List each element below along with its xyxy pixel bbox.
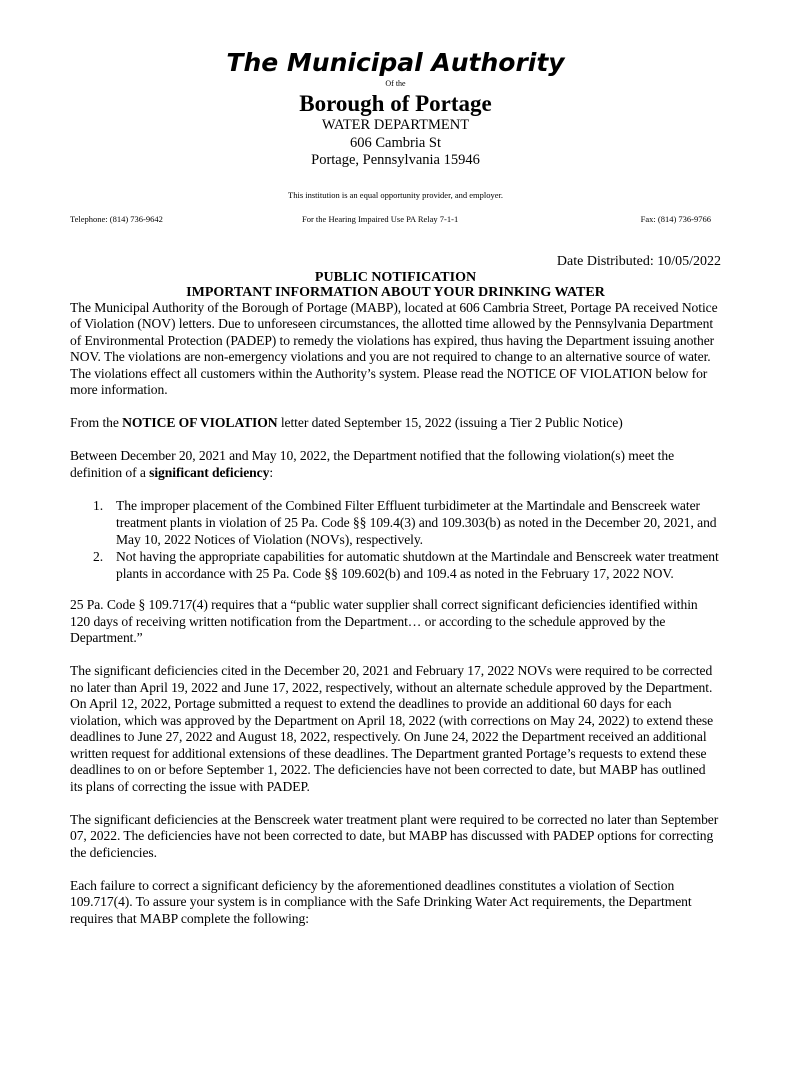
of-the-label: Of the bbox=[385, 79, 406, 88]
notice-title: PUBLIC NOTIFICATION bbox=[314, 269, 477, 285]
from-notice-post: letter dated September 15, 2022 (issuing a Tier 2 Public Notice) bbox=[277, 415, 623, 430]
deficiencies-cited-paragraph: The significant deficiencies cited in the December 20, 2021 and February 17, 2022 NOVs were required to be corrected no later than April 19, 2022 and June 17, 2022, respectively, without an alternate schedule approved by the Department. On April 12, 2022, Portage submitted a request to extend the deadlines to provide an additional 60 days for each violation, which was approved by the Department on April 18, 2022 (with corrections on May 24, 2022) to extend these deadlines to June 27, 2022 and August 18, 2022, respectively. On June 24, 2022 the Department received an additional written request for additional extensions of these deadlines. The Department granted Portage’s requests to extend these deadlines to on or before September 1, 2022. The deficiencies have not been corrected to date, but MABP has outlined its plans of correcting the issue with PADEP. bbox=[70, 663, 714, 794]
from-notice-bold: NOTICE OF VIOLATION bbox=[122, 415, 278, 430]
from-notice-pre: From the bbox=[70, 415, 123, 430]
list-item-text: Not having the appropriate capabilities for automatic shutdown at the Martindale and Benscreek water treatment plants in accordance with 25 Pa. Code §§ 109.602(b) and 109.4 as noted in the February 17, 2022 NOV. bbox=[116, 549, 719, 581]
notice-subtitle: IMPORTANT INFORMATION ABOUT YOUR DRINKING WATER bbox=[186, 284, 605, 300]
benscreek-paragraph: The significant deficiencies at the Benscreek water treatment plant were required to be corrected no later than September 07, 2022. The deficiencies have not been corrected to date, but MABP has discussed with PADEP options for correcting the deficiencies. bbox=[70, 811, 719, 860]
violation-list bbox=[70, 497, 721, 582]
list-item-number: 1. bbox=[93, 498, 104, 513]
between-bold: significant deficiency bbox=[149, 464, 270, 480]
telephone-number: Telephone: (814) 736-9642 bbox=[70, 213, 163, 224]
between-pre: Between December 20, 2021 and May 10, 2022, the Department notified that the following violation(s) meet the definition of a bbox=[70, 448, 675, 480]
between-post: : bbox=[269, 464, 274, 480]
intro-paragraph: The Municipal Authority of the Borough of Portage (MABP), located at 606 Cambria Street, Portage PA received Notice of Violation (NOV) letters. Due to unforeseen circumstances, the allotted time allowed by the Pennsylvania Department of Environmental Protection (PADEP) to remedy the violations has expired, thus having the Department issuing another NOV. The violations are non-emergency violations and you are not required to change to an alternative source of water. The violations effect all customers within the Authority’s system. Please read the NOTICE OF VIOLATION below for more information. bbox=[70, 299, 718, 397]
between-paragraph bbox=[70, 448, 721, 481]
code-requirement-paragraph: 25 Pa. Code § 109.717(4) requires that a “public water supplier shall correct significant deficiencies identified within 120 days of receiving written notification from the Department… or according to the schedule approved by the Department.” bbox=[70, 597, 698, 645]
document-page bbox=[0, 48, 791, 1072]
contact-line bbox=[70, 213, 721, 225]
street-address: 606 Cambria St bbox=[349, 134, 442, 151]
list-item bbox=[93, 548, 721, 582]
city-address: Portage, Pennsylvania 15946 bbox=[311, 152, 480, 168]
authority-title: The Municipal Authority bbox=[226, 48, 565, 77]
list-item-number: 2. bbox=[93, 549, 104, 564]
date-distributed: Date Distributed: 10/05/2022 bbox=[556, 253, 721, 269]
fax-number: Fax: (814) 736-9766 bbox=[640, 213, 711, 224]
each-failure-paragraph: Each failure to correct a significant deficiency by the aforementioned deadlines constitutes a violation of Section 109.717(4). To assure your system is in compliance with the Safe Drinking Water Act requirements, the Department requires that MABP complete the following: bbox=[70, 877, 692, 926]
relay-info: For the Hearing Impaired Use PA Relay 7-1-1 bbox=[302, 213, 459, 224]
list-item-text: The improper placement of the Combined Filter Effluent turbidimeter at the Martindale and Benscreek water treatment plants in violation of 25 Pa. Code §§ 109.4(3) and 109.303(b) as noted in the December 20, 2021, and May 10, 2022 Notices of Violation (NOVs), respectively. bbox=[116, 498, 717, 547]
list-item bbox=[93, 497, 721, 548]
department-name: WATER DEPARTMENT bbox=[321, 117, 470, 133]
borough-name: Borough of Portage bbox=[299, 91, 492, 116]
equal-opportunity-statement: This institution is an equal opportunity provider, and employer. bbox=[288, 189, 503, 200]
from-notice-paragraph bbox=[70, 415, 721, 432]
